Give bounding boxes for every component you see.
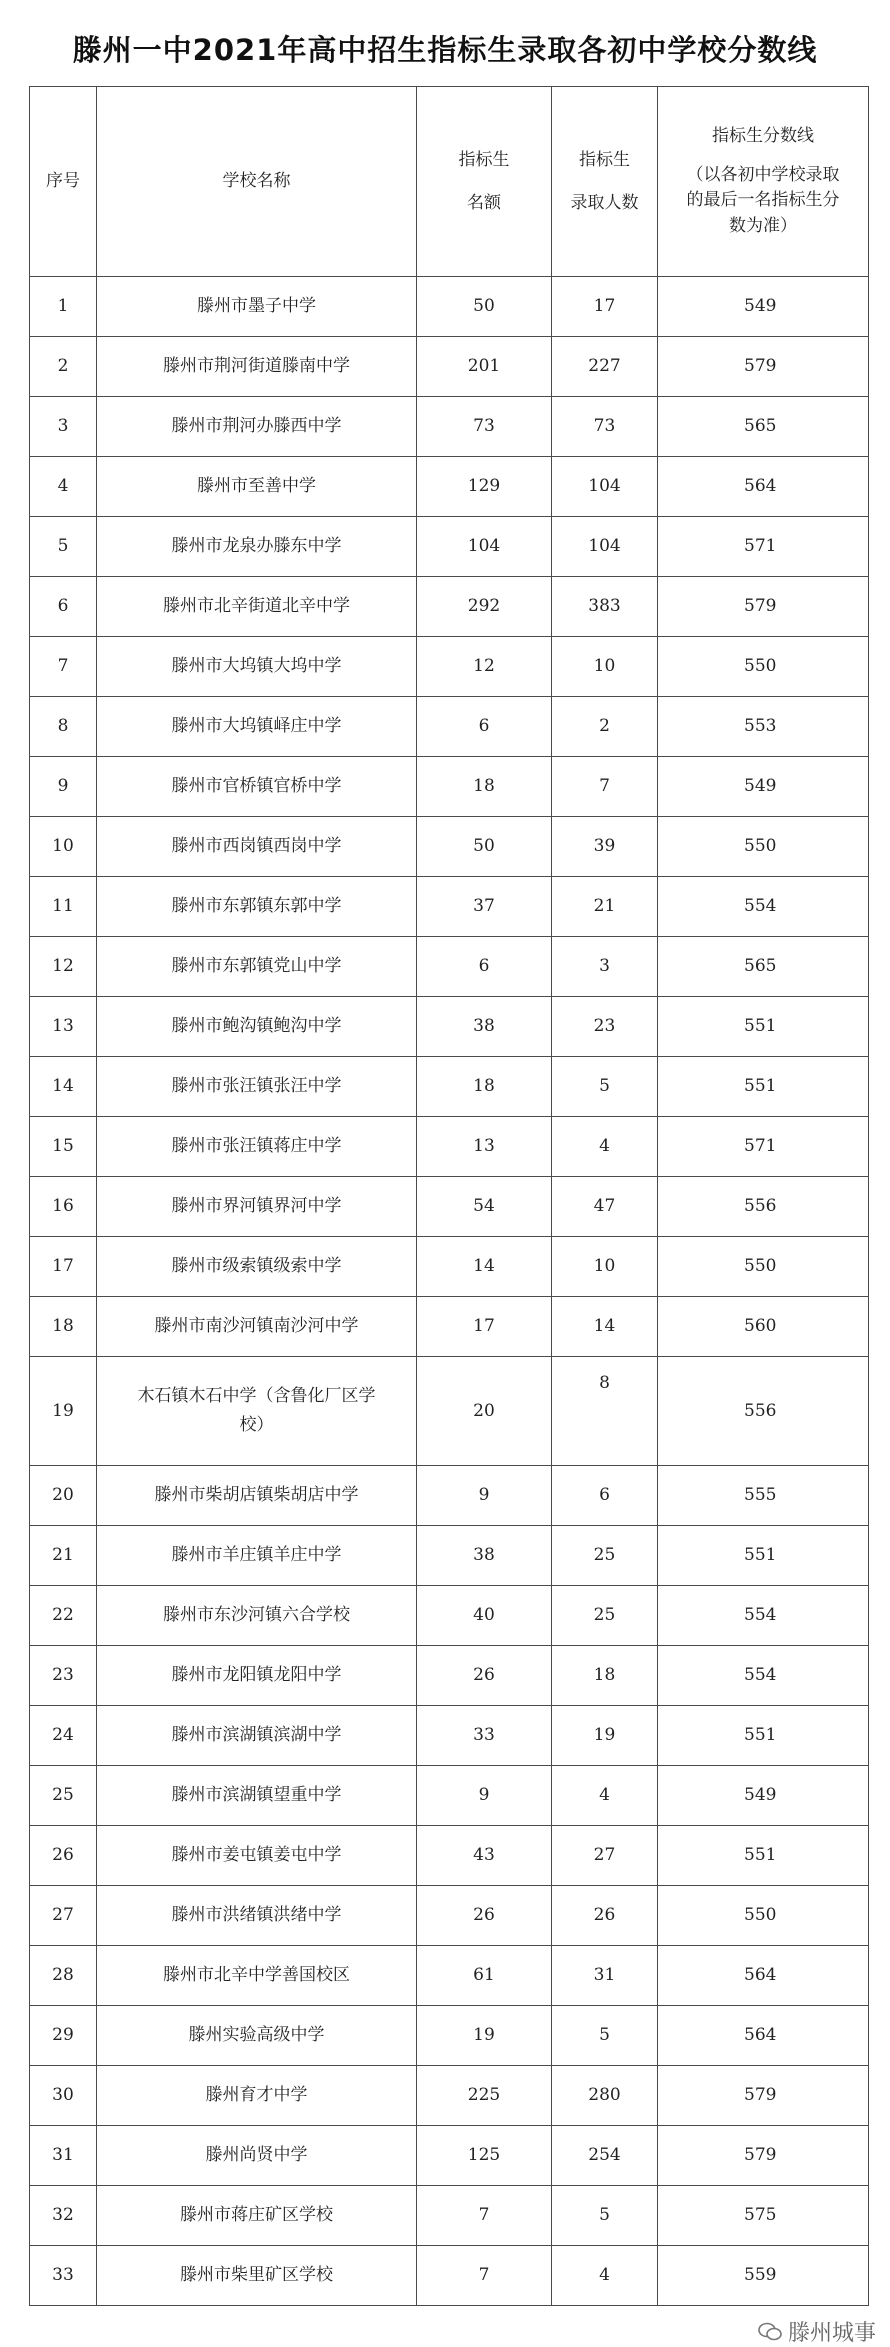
- table-row: [30, 1886, 869, 1946]
- row-school-name: 滕州市荆河街道滕南中学: [97, 337, 417, 397]
- row-admitted: 104: [552, 457, 658, 517]
- row-school-name: 滕州市官桥镇官桥中学: [97, 757, 417, 817]
- row-school-name: 滕州市东郭镇东郭中学: [97, 877, 417, 937]
- table-row: [30, 2126, 869, 2186]
- row-school-name: 滕州市滨湖镇滨湖中学: [97, 1706, 417, 1766]
- row-admitted: 10: [552, 1237, 658, 1297]
- row-quota: 6: [417, 697, 552, 757]
- row-admitted: 25: [552, 1586, 658, 1646]
- table-row: [30, 2066, 869, 2126]
- row-admitted: 8: [552, 1357, 658, 1466]
- row-index: 22: [30, 1586, 97, 1646]
- row-quota: 40: [417, 1586, 552, 1646]
- row-quota: 54: [417, 1177, 552, 1237]
- row-index: 23: [30, 1646, 97, 1706]
- row-admitted: 5: [552, 2186, 658, 2246]
- row-index: 3: [30, 397, 97, 457]
- row-score: 565: [658, 397, 869, 457]
- row-score: 571: [658, 1117, 869, 1177]
- table-row: [30, 1766, 869, 1826]
- row-score: 550: [658, 1237, 869, 1297]
- row-admitted: 4: [552, 1766, 658, 1826]
- table-row: [30, 637, 869, 697]
- header-quota-line2: 名额: [467, 192, 501, 213]
- row-admitted: 31: [552, 1946, 658, 2006]
- row-score: 579: [658, 577, 869, 637]
- row-admitted: 254: [552, 2126, 658, 2186]
- row-quota: 61: [417, 1946, 552, 2006]
- row-admitted: 104: [552, 517, 658, 577]
- row-index: 27: [30, 1886, 97, 1946]
- row-score: 551: [658, 1826, 869, 1886]
- table-row: [30, 1057, 869, 1117]
- header-admitted: [552, 87, 658, 277]
- header-score-note: （以各初中学校录取的最后一名指标生分数为准）: [686, 164, 840, 236]
- row-quota: 6: [417, 937, 552, 997]
- row-score: 559: [658, 2246, 869, 2306]
- row-score: 551: [658, 1057, 869, 1117]
- table-row: [30, 1297, 869, 1357]
- row-quota: 292: [417, 577, 552, 637]
- row-quota: 9: [417, 1766, 552, 1826]
- row-school-name: 滕州市柴胡店镇柴胡店中学: [97, 1466, 417, 1526]
- row-index: 4: [30, 457, 97, 517]
- row-admitted: 2: [552, 697, 658, 757]
- row-admitted: 6: [552, 1466, 658, 1526]
- row-admitted: 5: [552, 1057, 658, 1117]
- row-quota: 12: [417, 637, 552, 697]
- header-admitted-line1: 指标生: [579, 149, 630, 170]
- row-school-name: 滕州市大坞镇大坞中学: [97, 637, 417, 697]
- table-row: [30, 1646, 869, 1706]
- table-row: [30, 877, 869, 937]
- row-score: 571: [658, 517, 869, 577]
- row-score: 579: [658, 337, 869, 397]
- row-index: 14: [30, 1057, 97, 1117]
- row-school-name: 木石镇木石中学（含鲁化厂区学校）: [97, 1357, 417, 1466]
- row-quota: 26: [417, 1886, 552, 1946]
- row-quota: 73: [417, 397, 552, 457]
- row-quota: 38: [417, 1526, 552, 1586]
- row-school-name: 滕州市龙泉办滕东中学: [97, 517, 417, 577]
- row-admitted: 21: [552, 877, 658, 937]
- row-score: 549: [658, 1766, 869, 1826]
- row-score: 564: [658, 2006, 869, 2066]
- row-quota: 125: [417, 2126, 552, 2186]
- row-score: 553: [658, 697, 869, 757]
- row-quota: 9: [417, 1466, 552, 1526]
- row-admitted: 383: [552, 577, 658, 637]
- row-school-name: 滕州市至善中学: [97, 457, 417, 517]
- row-admitted: 280: [552, 2066, 658, 2126]
- score-table: [29, 86, 869, 2306]
- row-quota: 26: [417, 1646, 552, 1706]
- row-quota: 18: [417, 757, 552, 817]
- table-row: [30, 1526, 869, 1586]
- row-school-name: 滕州市柴里矿区学校: [97, 2246, 417, 2306]
- row-school-name: 滕州市南沙河镇南沙河中学: [97, 1297, 417, 1357]
- table-row: [30, 1357, 869, 1466]
- row-quota: 38: [417, 997, 552, 1057]
- row-admitted: 3: [552, 937, 658, 997]
- watermark-text: 滕州城事: [787, 2321, 876, 2346]
- row-score: 564: [658, 457, 869, 517]
- row-index: 10: [30, 817, 97, 877]
- row-admitted: 39: [552, 817, 658, 877]
- row-school-name: 滕州市姜屯镇姜屯中学: [97, 1826, 417, 1886]
- table-row: [30, 397, 869, 457]
- row-index: 8: [30, 697, 97, 757]
- row-index: 15: [30, 1117, 97, 1177]
- row-score: 550: [658, 1886, 869, 1946]
- page-title: 滕州一中2021年高中招生指标生录取各初中学校分数线: [72, 33, 818, 67]
- row-index: 26: [30, 1826, 97, 1886]
- row-score: 556: [658, 1177, 869, 1237]
- row-quota: 129: [417, 457, 552, 517]
- row-admitted: 7: [552, 757, 658, 817]
- row-admitted: 18: [552, 1646, 658, 1706]
- table-row: [30, 817, 869, 877]
- row-index: 24: [30, 1706, 97, 1766]
- row-quota: 20: [417, 1357, 552, 1466]
- row-quota: 18: [417, 1057, 552, 1117]
- table-row: [30, 2186, 869, 2246]
- row-quota: 37: [417, 877, 552, 937]
- row-quota: 13: [417, 1117, 552, 1177]
- header-score: [658, 87, 869, 277]
- row-score: 551: [658, 1526, 869, 1586]
- row-school-name: 滕州市羊庄镇羊庄中学: [97, 1526, 417, 1586]
- table-row: [30, 337, 869, 397]
- row-index: 32: [30, 2186, 97, 2246]
- row-school-name: 滕州市东沙河镇六合学校: [97, 1586, 417, 1646]
- header-school: 学校名称: [97, 87, 417, 277]
- header-quota-line1: 指标生: [458, 149, 510, 170]
- row-admitted: 19: [552, 1706, 658, 1766]
- row-score: 560: [658, 1297, 869, 1357]
- row-index: 30: [30, 2066, 97, 2126]
- row-index: 18: [30, 1297, 97, 1357]
- table-row: [30, 1177, 869, 1237]
- row-school-name: 滕州市荆河办滕西中学: [97, 397, 417, 457]
- row-score: 550: [658, 817, 869, 877]
- row-school-name: 滕州市龙阳镇龙阳中学: [97, 1646, 417, 1706]
- row-admitted: 27: [552, 1826, 658, 1886]
- row-index: 19: [30, 1357, 97, 1466]
- row-admitted: 23: [552, 997, 658, 1057]
- row-quota: 50: [417, 277, 552, 337]
- row-index: 11: [30, 877, 97, 937]
- row-index: 17: [30, 1237, 97, 1297]
- row-index: 16: [30, 1177, 97, 1237]
- row-index: 7: [30, 637, 97, 697]
- row-quota: 50: [417, 817, 552, 877]
- table-row: [30, 2006, 869, 2066]
- row-school-name: 滕州市张汪镇蒋庄中学: [97, 1117, 417, 1177]
- row-quota: 201: [417, 337, 552, 397]
- row-school-name: 滕州育才中学: [97, 2066, 417, 2126]
- row-score: 551: [658, 1706, 869, 1766]
- row-score: 556: [658, 1357, 869, 1466]
- header-score-line1: 指标生分数线: [712, 125, 814, 146]
- table-row: [30, 697, 869, 757]
- row-score: 555: [658, 1466, 869, 1526]
- row-school-name: 滕州市北辛街道北辛中学: [97, 577, 417, 637]
- row-index: 12: [30, 937, 97, 997]
- row-admitted: 10: [552, 637, 658, 697]
- table-row: [30, 937, 869, 997]
- row-school-name: 滕州市级索镇级索中学: [97, 1237, 417, 1297]
- row-school-name: 滕州市蒋庄矿区学校: [97, 2186, 417, 2246]
- row-index: 29: [30, 2006, 97, 2066]
- row-score: 554: [658, 877, 869, 937]
- row-quota: 43: [417, 1826, 552, 1886]
- row-index: 33: [30, 2246, 97, 2306]
- row-quota: 14: [417, 1237, 552, 1297]
- row-score: 549: [658, 757, 869, 817]
- row-school-name: 滕州市界河镇界河中学: [97, 1177, 417, 1237]
- row-index: 1: [30, 277, 97, 337]
- row-index: 6: [30, 577, 97, 637]
- header-admitted-line2: 录取人数: [570, 192, 639, 213]
- table-row: [30, 277, 869, 337]
- row-admitted: 25: [552, 1526, 658, 1586]
- row-quota: 7: [417, 2186, 552, 2246]
- row-quota: 7: [417, 2246, 552, 2306]
- table-row: [30, 517, 869, 577]
- row-quota: 104: [417, 517, 552, 577]
- table-row: [30, 1117, 869, 1177]
- row-score: 551: [658, 997, 869, 1057]
- chat-bubble-icon: [758, 2322, 782, 2342]
- row-admitted: 17: [552, 277, 658, 337]
- table-row: [30, 2246, 869, 2306]
- table-header-row: [30, 87, 869, 277]
- table-row: [30, 1706, 869, 1766]
- row-admitted: 5: [552, 2006, 658, 2066]
- row-school-name: 滕州市大坞镇峄庄中学: [97, 697, 417, 757]
- row-admitted: 14: [552, 1297, 658, 1357]
- row-school-name: 滕州市西岗镇西岗中学: [97, 817, 417, 877]
- table-row: [30, 757, 869, 817]
- row-score: 579: [658, 2126, 869, 2186]
- table-row: [30, 457, 869, 517]
- table-row: [30, 577, 869, 637]
- watermark: [758, 2316, 876, 2347]
- row-quota: 19: [417, 2006, 552, 2066]
- row-index: 20: [30, 1466, 97, 1526]
- row-score: 564: [658, 1946, 869, 2006]
- row-admitted: 26: [552, 1886, 658, 1946]
- table-row: [30, 1826, 869, 1886]
- row-score: 575: [658, 2186, 869, 2246]
- row-score: 554: [658, 1586, 869, 1646]
- row-admitted: 47: [552, 1177, 658, 1237]
- row-index: 13: [30, 997, 97, 1057]
- row-score: 550: [658, 637, 869, 697]
- row-score: 579: [658, 2066, 869, 2126]
- row-school-name: 滕州市北辛中学善国校区: [97, 1946, 417, 2006]
- row-score: 549: [658, 277, 869, 337]
- row-index: 5: [30, 517, 97, 577]
- row-index: 2: [30, 337, 97, 397]
- table-row: [30, 1946, 869, 2006]
- row-school-name: 滕州实验高级中学: [97, 2006, 417, 2066]
- header-index: 序号: [30, 87, 97, 277]
- table-row: [30, 1466, 869, 1526]
- table-row: [30, 997, 869, 1057]
- row-quota: 33: [417, 1706, 552, 1766]
- row-admitted: 4: [552, 1117, 658, 1177]
- row-school-name: 滕州市墨子中学: [97, 277, 417, 337]
- header-quota: [417, 87, 552, 277]
- row-school-name: 滕州尚贤中学: [97, 2126, 417, 2186]
- row-school-name: 滕州市滨湖镇望重中学: [97, 1766, 417, 1826]
- row-school-name: 滕州市洪绪镇洪绪中学: [97, 1886, 417, 1946]
- row-index: 21: [30, 1526, 97, 1586]
- row-index: 31: [30, 2126, 97, 2186]
- row-score: 565: [658, 937, 869, 997]
- row-admitted: 73: [552, 397, 658, 457]
- row-quota: 17: [417, 1297, 552, 1357]
- table-row: [30, 1237, 869, 1297]
- row-score: 554: [658, 1646, 869, 1706]
- row-school-name: 滕州市东郭镇党山中学: [97, 937, 417, 997]
- row-school-name: 滕州市鲍沟镇鲍沟中学: [97, 997, 417, 1057]
- table-row: [30, 1586, 869, 1646]
- row-admitted: 227: [552, 337, 658, 397]
- row-index: 9: [30, 757, 97, 817]
- row-index: 28: [30, 1946, 97, 2006]
- row-quota: 225: [417, 2066, 552, 2126]
- row-index: 25: [30, 1766, 97, 1826]
- row-admitted: 4: [552, 2246, 658, 2306]
- row-school-name: 滕州市张汪镇张汪中学: [97, 1057, 417, 1117]
